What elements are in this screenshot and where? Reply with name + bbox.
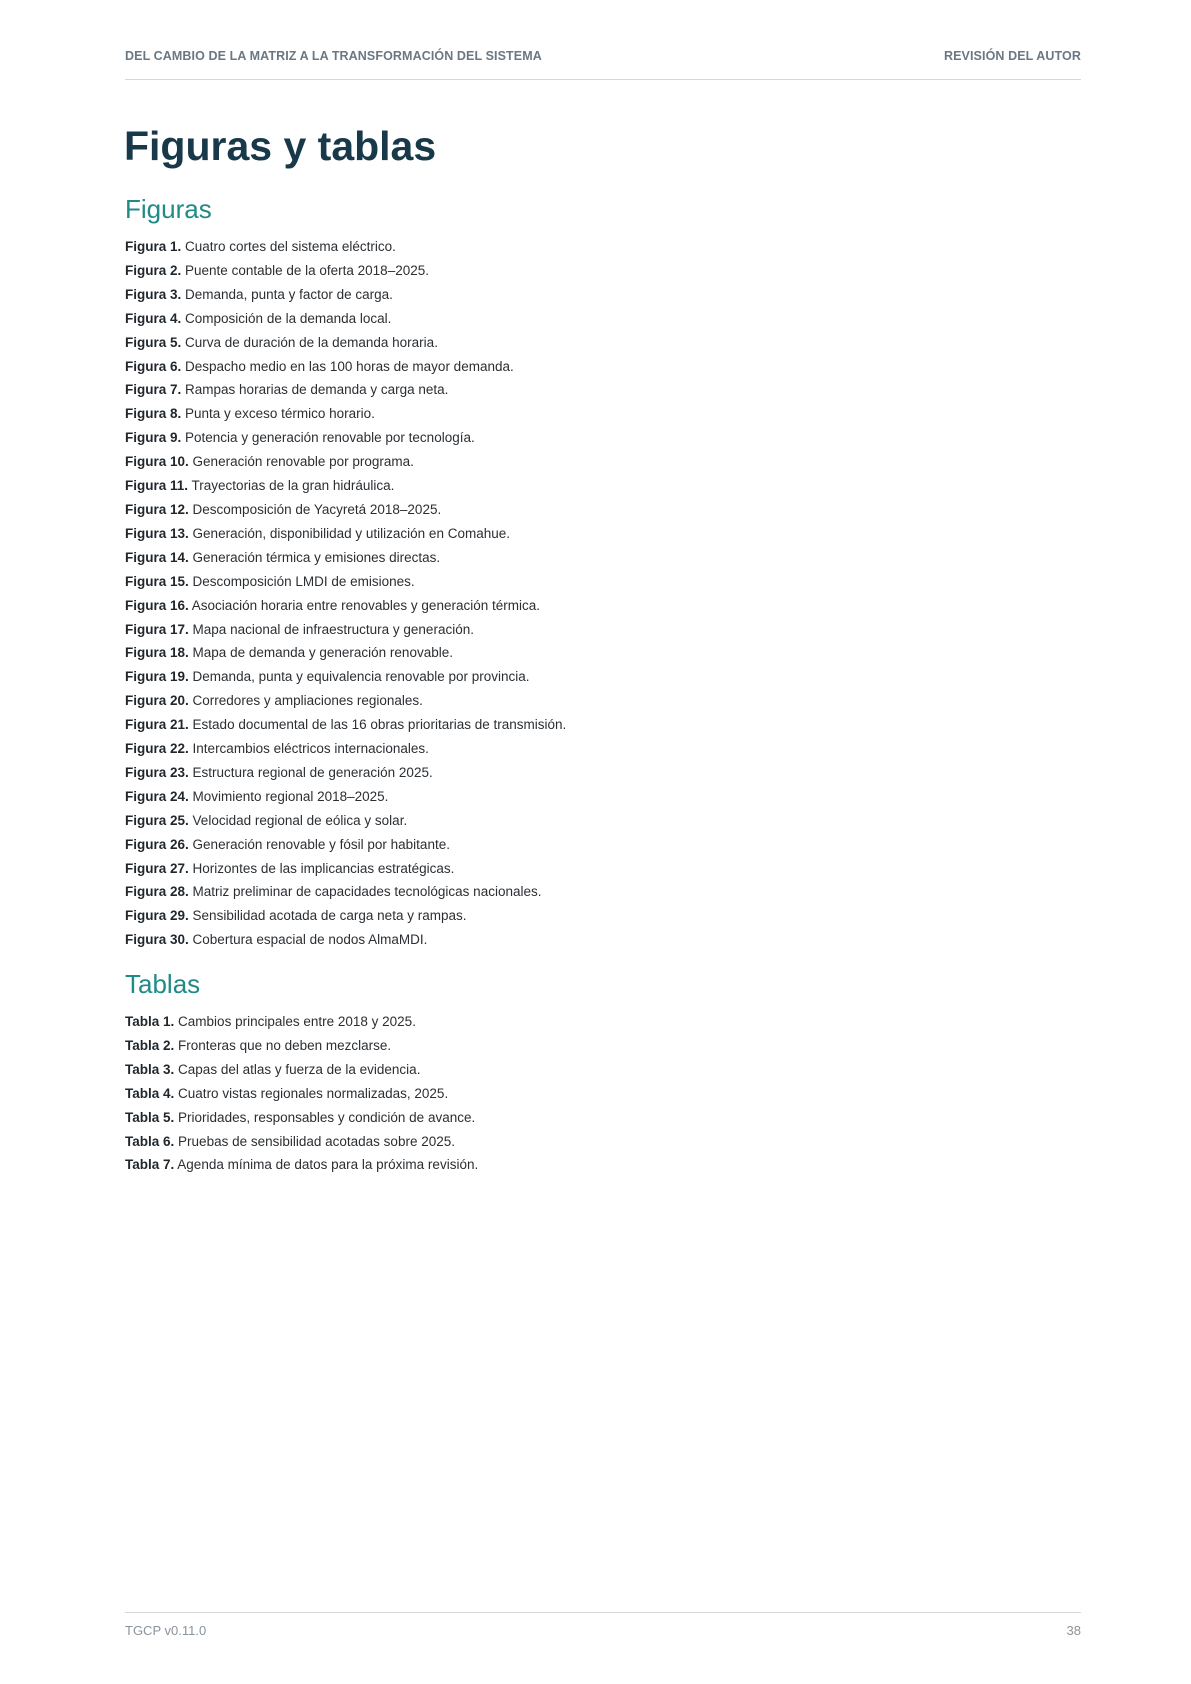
table-entry (125, 1106, 478, 1130)
figure-entry-label: Figura 16. (125, 597, 189, 613)
table-entry (125, 1010, 478, 1034)
page-title: Figuras y tablas (124, 123, 437, 169)
figure-entry-caption: Generación térmica y emisiones directas. (192, 549, 441, 565)
figure-entry-caption: Puente contable de la oferta 2018–2025. (185, 262, 429, 278)
figure-entry (125, 737, 566, 761)
running-header-title: DEL CAMBIO DE LA MATRIZ A LA TRANSFORMACIÓN DEL SISTEMA (125, 49, 542, 63)
table-entry-label: Tabla 3. (125, 1061, 175, 1077)
figure-entry (125, 331, 566, 355)
figure-entry-caption: Despacho medio en las 100 horas de mayor demanda. (185, 358, 514, 374)
figure-entry (125, 450, 566, 474)
figure-entry (125, 546, 566, 570)
figure-entry (125, 570, 566, 594)
figure-entry-caption: Cuatro cortes del sistema eléctrico. (185, 239, 396, 254)
tables-heading: Tablas (125, 969, 201, 999)
header-divider (125, 79, 1081, 80)
figure-entry (125, 785, 566, 809)
figure-entry-caption: Punta y exceso térmico horario. (185, 406, 375, 422)
figure-entry-label: Figura 19. (125, 669, 189, 685)
figure-entry (125, 618, 566, 642)
figure-entry-label: Figura 23. (125, 764, 189, 780)
figure-entry-label: Figura 5. (125, 334, 182, 350)
figure-entry (125, 426, 566, 450)
figure-entry (125, 928, 566, 952)
figure-entry-label: Figura 3. (125, 286, 182, 302)
figure-entry-caption: Movimiento regional 2018–2025. (192, 788, 389, 804)
figure-entry-label: Figura 24. (125, 788, 189, 804)
figure-entry-label: Figura 6. (125, 358, 182, 374)
figure-entry-caption: Mapa nacional de infraestructura y generación. (192, 621, 474, 637)
figure-entry-caption: Curva de duración de la demanda horaria. (185, 334, 438, 350)
figure-entry-caption: Potencia y generación renovable por tecnología. (185, 430, 475, 446)
figure-entry (125, 378, 566, 402)
running-header-status: REVISIÓN DEL AUTOR (943, 49, 1081, 63)
figure-entry-caption: Generación renovable por programa. (192, 454, 414, 470)
figure-entry-label: Figura 2. (125, 262, 182, 278)
table-entry (125, 1034, 478, 1058)
figure-entry-label: Figura 1. (125, 239, 182, 254)
figure-entry-label: Figura 17. (125, 621, 189, 637)
figure-entry-label: Figura 29. (125, 908, 189, 924)
figure-entry (125, 498, 566, 522)
figure-entry-caption: Cobertura espacial de nodos AlmaMDI. (192, 932, 428, 948)
figure-entry-caption: Rampas horarias de demanda y carga neta. (185, 382, 449, 398)
table-entry-label: Tabla 7. (125, 1157, 175, 1173)
figure-entry (125, 522, 566, 546)
figure-entry-caption: Descomposición LMDI de emisiones. (192, 573, 415, 589)
figure-entry-caption: Trayectorias de la gran hidráulica. (191, 478, 395, 494)
table-entry-caption: Cambios principales entre 2018 y 2025. (178, 1014, 416, 1029)
figure-entry-caption: Horizontes de las implicancias estratégicas. (192, 860, 455, 876)
figure-entry-caption: Demanda, punta y equivalencia renovable por provincia. (192, 669, 530, 685)
table-entry-label: Tabla 5. (125, 1109, 175, 1125)
figure-entry-label: Figura 20. (125, 693, 189, 709)
figure-entry (125, 833, 566, 857)
figure-entry-label: Figura 4. (125, 310, 182, 326)
figure-entry-caption: Intercambios eléctricos internacionales. (192, 741, 429, 757)
figure-entry-caption: Generación renovable y fósil por habitante. (192, 836, 450, 852)
figure-entry-caption: Matriz preliminar de capacidades tecnológicas nacionales. (192, 884, 542, 900)
figures-heading: Figuras (125, 194, 212, 224)
table-entry (125, 1058, 478, 1082)
figure-entry (125, 259, 566, 283)
figures-list (125, 235, 566, 952)
version-label: TGCP v0.11.0 (125, 1623, 207, 1638)
figure-entry (125, 689, 566, 713)
table-entry-caption: Fronteras que no deben mezclarse. (178, 1037, 392, 1053)
table-entry (125, 1153, 478, 1177)
table-entry-caption: Capas del atlas y fuerza de la evidencia. (178, 1061, 421, 1077)
figure-entry-label: Figura 18. (125, 645, 189, 661)
table-entry-label: Tabla 1. (125, 1014, 175, 1029)
figure-entry-caption: Generación, disponibilidad y utilización en Comahue. (192, 525, 510, 541)
page-footer (125, 1623, 1081, 1638)
figure-entry-label: Figura 28. (125, 884, 189, 900)
table-entry-caption: Pruebas de sensibilidad acotadas sobre 2025. (178, 1133, 455, 1149)
figure-entry-caption: Asociación horaria entre renovables y generación térmica. (191, 597, 540, 613)
figure-entry (125, 641, 566, 665)
figure-entry-label: Figura 14. (125, 549, 189, 565)
figure-entry-label: Figura 22. (125, 741, 189, 757)
table-entry-label: Tabla 6. (125, 1133, 175, 1149)
figure-entry (125, 857, 566, 881)
figure-entry-caption: Corredores y ampliaciones regionales. (192, 693, 423, 709)
figure-entry (125, 761, 566, 785)
figure-entry (125, 809, 566, 833)
table-entry (125, 1082, 478, 1106)
table-entry (125, 1130, 478, 1154)
table-entry-label: Tabla 4. (125, 1085, 175, 1101)
figure-entry-caption: Estado documental de las 16 obras prioritarias de transmisión. (192, 717, 567, 733)
figure-entry (125, 307, 566, 331)
figure-entry (125, 880, 566, 904)
tables-list (125, 1010, 478, 1177)
figure-entry-label: Figura 15. (125, 573, 189, 589)
figure-entry-caption: Sensibilidad acotada de carga neta y rampas. (192, 908, 467, 924)
figure-entry-caption: Descomposición de Yacyretá 2018–2025. (192, 501, 442, 517)
figure-entry-caption: Estructura regional de generación 2025. (192, 764, 433, 780)
footer-divider (125, 1612, 1081, 1613)
figure-entry-caption: Mapa de demanda y generación renovable. (192, 645, 453, 661)
figure-entry-label: Figura 26. (125, 836, 189, 852)
figure-entry-label: Figura 30. (125, 932, 189, 948)
figure-entry (125, 402, 566, 426)
figure-entry-caption: Demanda, punta y factor de carga. (185, 286, 393, 302)
figure-entry (125, 235, 566, 259)
figure-entry (125, 665, 566, 689)
figure-entry-label: Figura 21. (125, 717, 189, 733)
figure-entry-label: Figura 12. (125, 501, 189, 517)
figure-entry-label: Figura 9. (125, 430, 182, 446)
figure-entry-label: Figura 25. (125, 812, 189, 828)
figure-entry-label: Figura 10. (125, 454, 189, 470)
table-entry-caption: Cuatro vistas regionales normalizadas, 2025. (178, 1085, 449, 1101)
figure-entry (125, 594, 566, 618)
figure-entry (125, 474, 566, 498)
figure-entry-label: Figura 13. (125, 525, 189, 541)
figure-entry-caption: Composición de la demanda local. (185, 310, 392, 326)
table-entry-label: Tabla 2. (125, 1037, 175, 1053)
page-number: 38 (1066, 1623, 1081, 1638)
figure-entry-label: Figura 27. (125, 860, 189, 876)
figure-entry-caption: Velocidad regional de eólica y solar. (192, 812, 408, 828)
figure-entry (125, 713, 566, 737)
figure-entry-label: Figura 11. (125, 478, 189, 494)
figure-entry (125, 904, 566, 928)
table-entry-caption: Prioridades, responsables y condición de avance. (178, 1109, 476, 1125)
running-header (125, 49, 1081, 63)
figure-entry-label: Figura 7. (125, 382, 182, 398)
figure-entry (125, 355, 566, 379)
figure-entry-label: Figura 8. (125, 406, 182, 422)
table-entry-caption: Agenda mínima de datos para la próxima revisión. (177, 1157, 479, 1173)
figure-entry (125, 283, 566, 307)
